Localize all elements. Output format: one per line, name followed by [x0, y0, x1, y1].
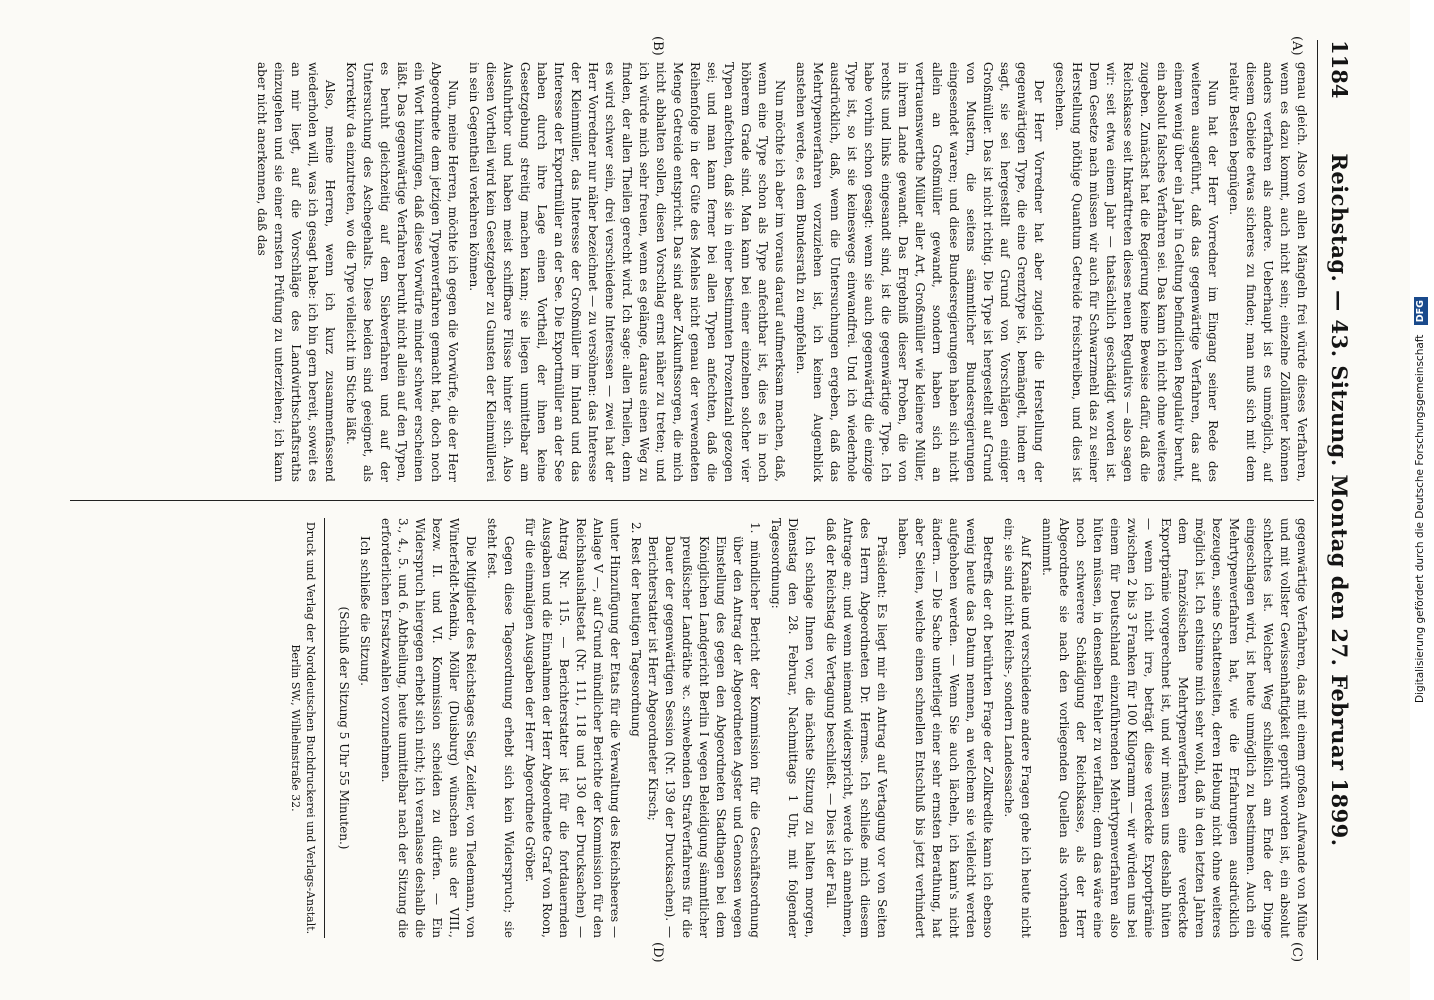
imprint-rule [324, 518, 325, 938]
page-number: 1184 [1327, 40, 1352, 99]
page-header [1326, 40, 1352, 960]
session-closing: (Schluß der Sitzung 5 Uhr 55 Minuten.) [337, 606, 351, 850]
digitization-note [1413, 20, 1427, 980]
paragraph: Ich schlage Ihnen vor, die nächste Sitzung zu halten morgen, Dienstag den 28. Februar, Nachmittags 1 Uhr, mit folgender Tagesordnung: [769, 518, 817, 938]
paragraph: Nun möchte ich aber im voraus darauf aufmerksam machen, daß, wenn eine Type schon als Type anfechtbar ist, dies es in noch höherem Grade sind. Man kann bei einer einzelnen solcher vier Typen anfechten, daß sie in einer bestimmten Prozentzahl gezogen sei; und man kann ferner bei allen Typen anfechten, daß die Reihenfolge in der Güte des Mehles nicht genau der verwendeten Menge Getreide entspricht. Das sind aber Zukunftssorgen, die mich nicht abhalten sollen, diesen Vorschlag ernst näher zu treten; und ich würde mich sehr freuen, wenn es gelänge, daraus einen Weg zu finden, der allen Theilen gerecht wird. Ich sage: allen Theilen, denn es wird schwer sein, drei verschiedene Interessen — zwei hat der Herr Vorredner nur näher bezeichnet — zu versöhnen: das Interesse der Kleinmüller, das Interesse der Großmüller im Inland und das Interesse der Exportmüller an der See. Die Exportmüller an der See haben durch ihre Lage einen Vortheil, der ihnen keine Gesetzgebung streitig machen kann; sie liegen unmittelbar am Ausfuhrthor und haben meist schiffbare Flüsse hinter sich. Also diesen Vortheil wird kein Gesetzgeber zu Gunsten der Kleinmüllerei in sein Gegentheil verkehren können. [467, 62, 787, 482]
paragraph: Also, meine Herren, wenn ich kurz zusammenfassend wiederholen will, was ich gesagt habe: ich bin gern bereit, soweit es an mir liegt, auf die Vorschläge des Landwirthschaftsraths einzugehen und sie einer ernsten Prüfung zu unterziehen; ich kann aber nicht anerkennen, daß das [255, 62, 337, 482]
dfg-logo: DFG [1414, 297, 1428, 325]
margin-marker-a: (A) [1289, 36, 1304, 56]
president-statement: Präsident: Es liegt mir ein Antrag auf Vertagung vor von Seiten des Herrn Abgeordneten Dr. Hermes. Ich schließe mich diesem Antrage an; und wenn niemand widerspricht, werde ich annehmen, daß der Reichstag die Vertagung beschließt. — Dies ist der Fall. [824, 518, 889, 938]
margin-marker-d: (D) [650, 942, 665, 963]
column-divider [70, 500, 1314, 501]
margin-marker-c: (C) [1289, 942, 1304, 963]
agenda-item: 1. mündlicher Bericht der Kommission für die Geschäftsordnung über den Antrag der Abgeordneten Agster und Genossen wegen Einstellung des gegen den Abgeordneten Stadthagen bei dem Königlichen Landgericht Berlin I wegen Beleidigung sämmtlicher preußischer Landräthe ꝛc. schwebenden Strafverfahrens für die Dauer der gegenwärtigen Session (Nr. 139 der Drucksachen). — Berichterstatter ist Herr Abgeordneter Kirsch; [646, 522, 762, 938]
paragraph: Ich schließe die Sitzung. [358, 536, 372, 686]
agenda-list [627, 518, 763, 938]
page-title: Reichstag. — 43. Sitzung. Montag den 27. Februar 1899. [1327, 153, 1352, 847]
paragraph: Gegen diese Tagesordnung erhebt sich kein Widerspruch; sie steht fest. [485, 518, 516, 938]
paragraph: Der Herr Vorredner hat aber zugleich die Herstellung der gegenwärtigen Type, die eine Grenztype ist, bemängelt, indem er sagt, sie sei hergestellt auf Grund von Vorschlägen einiger Großmüller. Das ist nicht richtig. Die Type ist hergestellt auf Grund von Mustern, die seitens sämmtlicher Bundesregierungen eingesendet waren; und diese Bundesregierungen haben sich nicht allein an Großmüller gewandt, sondern haben sich an vertrauenswerthe Müller aller Art, Großmüller wie kleinere Müller, in ihrem Lande gewandt. Das Ergebniß dieser Proben, die von rechts und links eingesandt sind, ist die gegenwärtige Type. Ich habe vorhin schon gesagt: wenn sie auch gegenwärtig die einzige Type ist, so ist sie keineswegs einwandfrei. Und ich wiederhole ausdrücklich, daß, wenn die Untersuchungen ergeben, daß das Mehrtypenverfahren vorzuziehen ist, ich keinen Augenblick anstehen werde, es dem Bundesrath zu empfehlen. [794, 62, 1046, 482]
imprint: Druck und Verlag der Norddeutschen Buchdruckerei und Verlags-Anstalt. Berlin SW., Wilhelmstraße 32. [289, 521, 317, 935]
paragraph: Die Mitglieder des Reichstages Sieg, Zeidler, von Tiedemann, von Winterfeldt-Menkin, Möller (Duisburg) wünschen aus der VIII., bezw. II. und VI. Kommission scheiden zu dürfen. — Ein Widerspruch hiergegen erhebt sich nicht; ich veranlasse deshalb die 3., 4., 5. und 6. Abtheilung, heute unmittelbar nach der Sitzung die erforderlichen Ersatzwahlen vorzunehmen. [379, 518, 478, 938]
paragraph: Auf Kanäle und verschiedene andere Fragen gehe ich heute nicht ein; sie sind nicht Reichs-, sondern Landessache. [1002, 518, 1033, 938]
rotated-page [40, 30, 1370, 970]
right-column [68, 518, 1310, 938]
header-rule [1317, 40, 1318, 960]
paragraph: gegenwärtige Verfahren, das mit einem großen Aufwande von Mühe und mit vollster Gewissenhaftigkeit geprüft worden ist, ein absolut schlechtes ist. Welcher Weg schließlich am Ende der Dinge eingeschlagen wird, ist heute unmöglich zu bestimmen. Auch ein Mehrtypenverfahren hat, wie die Erfahrungen ausdrücklich bezeugen, seine Schattenseiten, deren Hebung nicht ohne weiteres möglich ist. Ich entsinne mich sehr wohl, daß in den letzten Jahren dem französischen Mehrtypenverfahren eine verdeckte Exportprämie vorgerechnet ist, und wir müssen uns deshalb hüten — wenn ich nicht irre, beträgt diese verdeckte Exportprämie zwischen 2 bis 3 Franken für 100 Kilogramm — wir würden uns bei einem für Deutschland einzuführenden Mehrtypenverfahren also hüten müssen, in denselben Fehler zu verfallen; denn das wäre eine noch schwerere Schädigung der Reichskasse, als der Herr Abgeordnete sie nach den vorliegenden Quellen als vorhanden annimmt. [1040, 518, 1309, 938]
paragraph: unter Hinzufügung der Etats für die Verwaltung des Reichsheeres — Anlage V —, auf Grund mündlicher Berichte der Kommission für den Reichshaushaltsetat (Nr. 111, 118 und 130 der Drucksachen) — Antrag Nr. 115. — Berichterstatter ist für die fortdauernden Ausgaben und die Einnahmen der Herr Abgeordnete Graf von Roon, für die einmaligen Ausgaben der Herr Abgeordnete Gröber. [523, 518, 622, 938]
left-column [68, 62, 1310, 482]
agenda-item: 2. Rest der heutigen Tagesordnung [629, 522, 643, 737]
digitization-text: Digitalisierung gefördert durch die Deutsche Forschungsgemeinschaft [1414, 334, 1426, 703]
paragraph: genau gleich. Also von allen Mängeln frei würde dieses Verfahren, wenn es dazu kommt, auch nicht sein; einzelne Zollämter können anders verfahren als andere. Ueberhaupt ist es unmöglich, auf diesem Gebiete etwas sicheres zu finden; man muß sich mit dem relativ Besten begnügen. [1227, 62, 1309, 482]
paragraph: Betreffs der oft berührten Frage der Zollkredite kann ich ebenso wenig heute das Datum nennen, an welchem sie vielleicht werden aufgehoben werden. — Wenn Sie auch lächeln, ich kann's nicht ändern. — Die Sache unterliegt einer sehr ernsten Berathung, hat aber Seiten, welche einen schnellen Entschluß bis jetzt verhindert haben. [896, 518, 995, 938]
paragraph: Nun hat der Herr Vorredner im Eingang seiner Rede des weiteren ausgeführt, daß das gegenwärtige Verfahren, das auf einem wenig über ein Jahr in Geltung befindlichen Regulativ beruht, ein absolut falsches Verfahren sei. Das kann ich nicht ohne weiteres zugeben. Zunächst hat die Regierung keine Beweise dafür, daß die Reichskasse seit Inkrafttreten dieses neuen Regulativs — also sagen wir: seit etwa einem Jahr — thatsächlich geschädigt worden ist. Dem Gesetze nach müssen wir auch für Schwarzmehl das zu seiner Herstellung nöthige Quantum Getreide freischreiben, und dies ist geschehen. [1053, 62, 1220, 482]
paragraph: Nun, meine Herren, möchte ich gegen die Vorwürfe, die der Herr Abgeordnete dem jetzigen Typenverfahren gemacht hat, doch noch ein Wort hinzufügen, daß diese Vorwürfe minder schwer erscheinen läßt. Das gegenwärtige Verfahren beruht nicht allein auf den Typen, es beruht gleichzeitig auf dem Siebverfahren und auf der Untersuchung des Aschegehalts. Diese beiden sind geeignet, als Korrektiv da einzutreten, wo die Type vielleicht im Stiche läßt. [344, 62, 460, 482]
margin-marker-b: (B) [650, 36, 665, 56]
